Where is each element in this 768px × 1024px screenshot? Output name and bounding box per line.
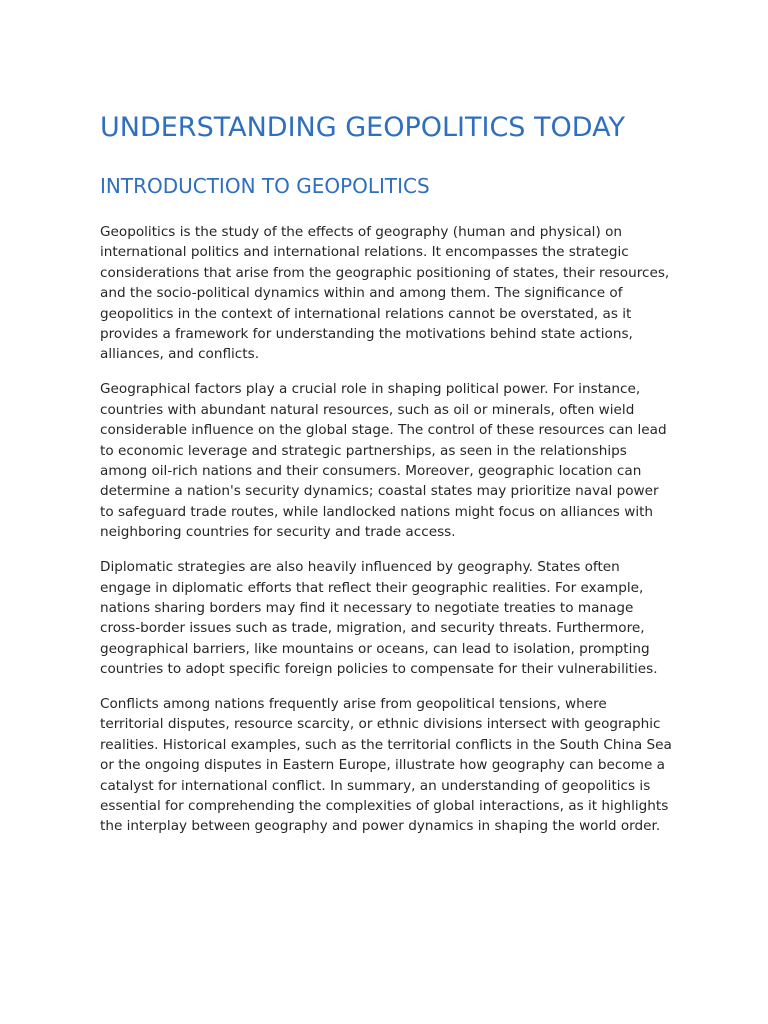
section-heading: INTRODUCTION TO GEOPOLITICS [100,174,430,198]
paragraph-1: Geopolitics is the study of the effects of geography (human and physical) on international politics and international relations. It encompasses the strategic considerations that arise from the geographic positioning of states, their resources, and the socio-political dynamics within and among them. The significance of geopolitics in the context of international relations cannot be overstated, as it provides a framework for understanding the motivations behind state actions, alliances, and conflicts. [100,224,670,363]
document-page [100,108,672,837]
paragraph-4: Conflicts among nations frequently arise from geopolitical tensions, where territorial disputes, resource scarcity, or ethnic divisions intersect with geographic realities. Historical examples, such as the territorial conflicts in the South China Sea or the ongoing disputes in Eastern Europe, illustrate how geography can become a catalyst for international conflict. In summary, an understanding of geopolitics is essential for comprehending the complexities of global interactions, as it highlights the interplay between geography and power dynamics in shaping the world order. [100,696,672,835]
paragraph-2: Geographical factors play a crucial role in shaping political power. For instance, countries with abundant natural resources, such as oil or minerals, often wield considerable influence on the global stage. The control of these resources can lead to economic leverage and strategic partnerships, as seen in the relationships among oil-rich nations and their consumers. Moreover, geographic location can determine a nation's security dynamics; coastal states may prioritize naval power to safeguard trade routes, while landlocked nations might focus on alliances with neighboring countries for security and trade access. [100,381,667,541]
paragraph-3: Diplomatic strategies are also heavily influenced by geography. States often engage in diplomatic efforts that reflect their geographic realities. For example, nations sharing borders may find it necessary to negotiate treaties to manage cross-border issues such as trade, migration, and security threats. Furthermore, geographical barriers, like mountains or oceans, can lead to isolation, prompting countries to adopt specific foreign policies to compensate for their vulnerabilities. [100,559,658,678]
document-title: UNDERSTANDING GEOPOLITICS TODAY [100,112,625,143]
